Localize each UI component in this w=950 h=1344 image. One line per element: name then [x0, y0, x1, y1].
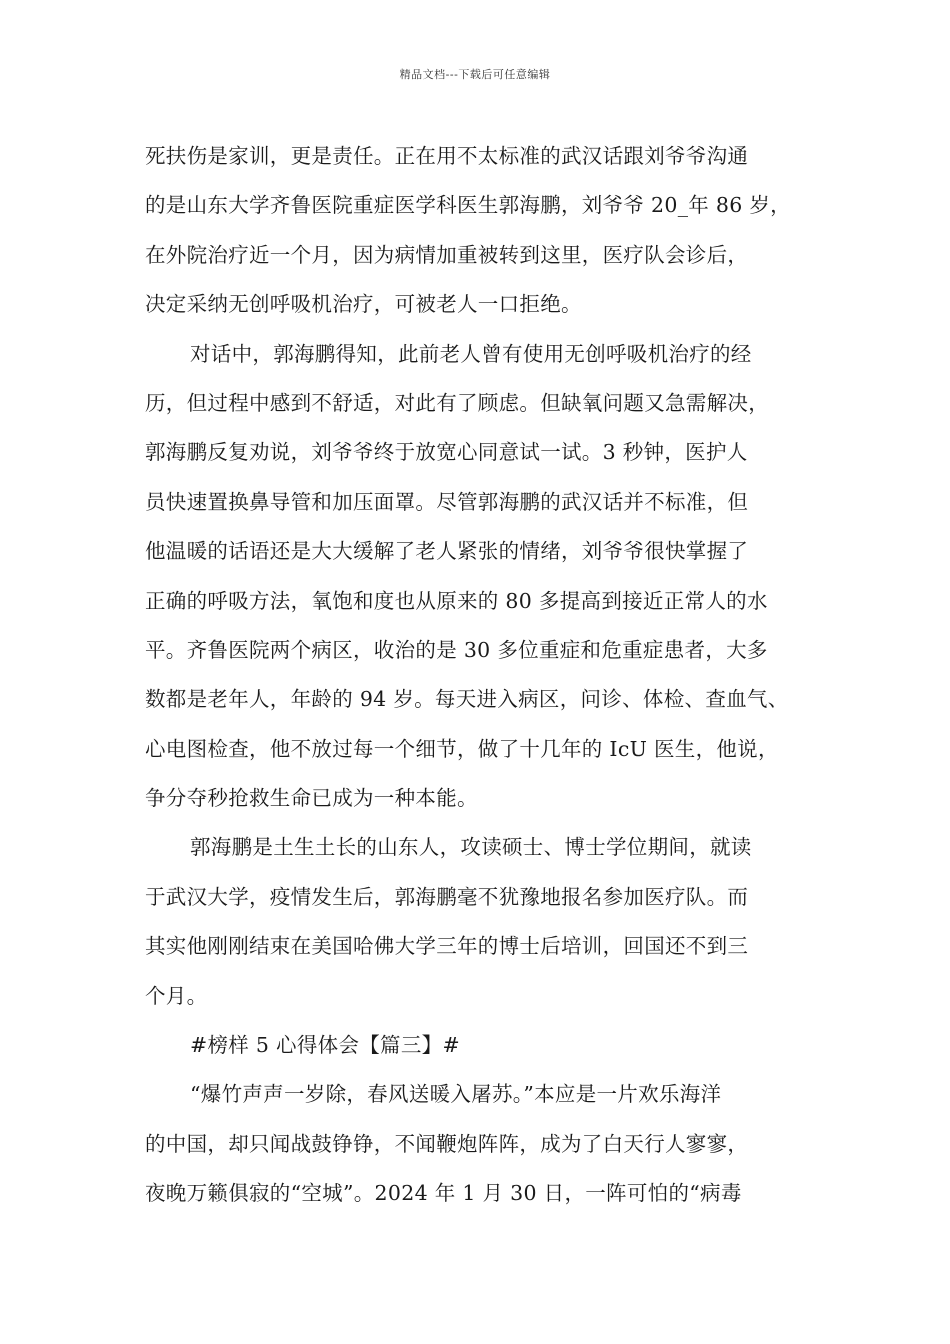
text-line: 正确的呼吸方法，氧饱和度也从原来的 80 多提高到接近正常人的水	[145, 588, 768, 613]
document-body	[145, 132, 830, 1219]
text-line: 的中国，却只闻战鼓铮铮，不闻鞭炮阵阵，成为了白天行人寥寥，	[145, 1131, 749, 1156]
text-line: 夜晚万籁俱寂的“空城”。2024 年 1 月 30 日，一阵可怕的“病毒	[145, 1181, 742, 1206]
text-line: 争分夺秒抢救生命已成为一种本能。	[145, 786, 478, 811]
paragraph-first-line: 对话中，郭海鹏得知，此前老人曾有使用无创呼吸机治疗的经	[190, 341, 752, 366]
page-header: 精品文档---下载后可任意编辑	[399, 68, 551, 81]
text-line: 决定采纳无创呼吸机治疗，可被老人一口拒绝。	[145, 292, 582, 317]
paragraph-first-line: “爆竹声声一岁除，春风送暖入屠苏。”本应是一片欢乐海洋	[190, 1082, 722, 1107]
text-line: 的是山东大学齐鲁医院重症医学科医生郭海鹏，刘爷爷 20_年 86 岁，	[145, 193, 791, 218]
text-line: 员快速置换鼻导管和加压面罩。尽管郭海鹏的武汉话并不标准，但	[145, 489, 749, 514]
text-line: 死扶伤是家训，更是责任。正在用不太标准的武汉话跟刘爷爷沟通	[145, 144, 749, 168]
text-line: 平。齐鲁医院两个病区，收治的是 30 多位重症和危重症患者，大多	[145, 637, 768, 662]
text-line: 其实他刚刚结束在美国哈佛大学三年的博士后培训，回国还不到三	[145, 934, 749, 959]
text-line: 他温暖的话语还是大大缓解了老人紧张的情绪，刘爷爷很快掌握了	[145, 539, 749, 564]
text-line: 于武汉大学，疫情发生后，郭海鹏毫不犹豫地报名参加医疗队。而	[145, 884, 749, 909]
text-line: 历，但过程中感到不舒适，对此有了顾虑。但缺氧问题又急需解决，	[145, 390, 769, 415]
paragraph-first-line: 郭海鹏是土生土长的山东人，攻读硕士、博士学位期间，就读	[190, 835, 752, 860]
text-line: 个月。	[145, 983, 208, 1008]
section-heading: #榜样 5 心得体会【篇三】#	[190, 1033, 460, 1058]
text-line: 数都是老年人，年龄的 94 岁。每天进入病区，问诊、体检、查血气、	[145, 687, 789, 712]
text-line: 郭海鹏反复劝说，刘爷爷终于放宽心同意试一试。3 秒钟，医护人	[145, 440, 748, 465]
text-line: 在外院治疗近一个月，因为病情加重被转到这里，医疗队会诊后，	[145, 242, 749, 267]
text-line: 心电图检查，他不放过每一个细节，做了十几年的 IcU 医生，他说，	[145, 736, 779, 761]
